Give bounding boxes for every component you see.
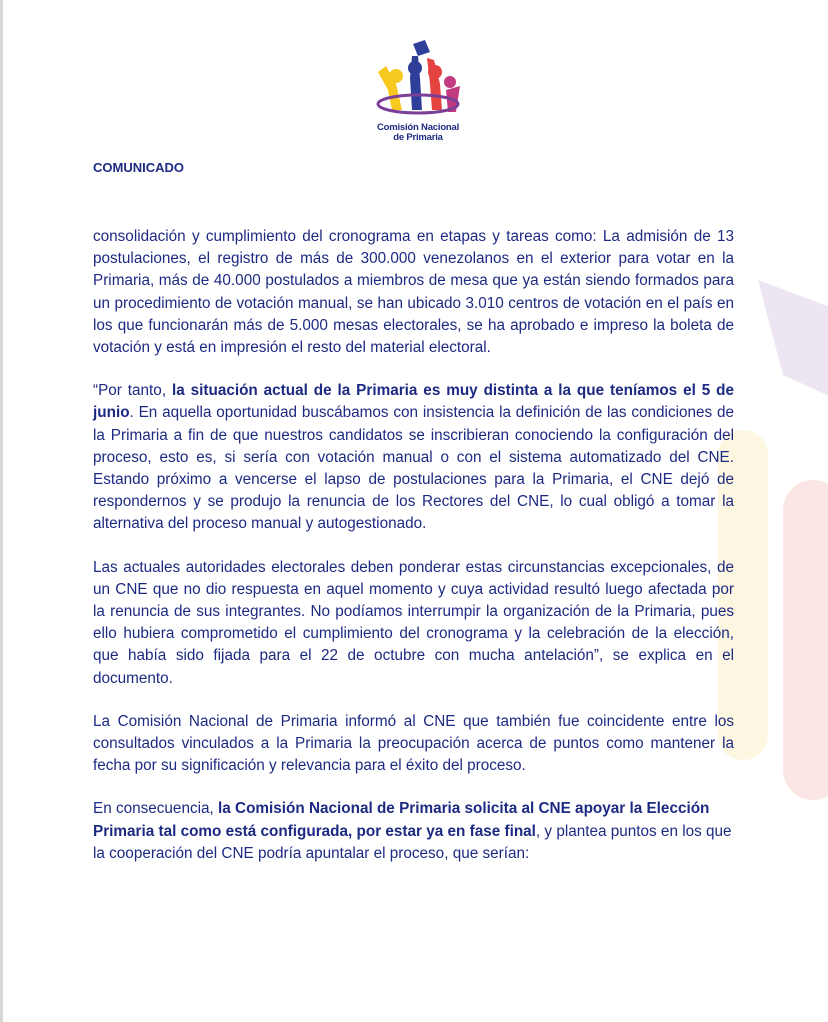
logo-text xyxy=(356,123,480,143)
paragraph-5-bold: la Comisión Nacional de Primaria solicita al CNE apoyar la Elección Primaria tal como está configurada, por estar ya en fase final xyxy=(93,800,710,840)
paragraph-5-text-start: En consecuencia, xyxy=(93,800,219,818)
paragraph-4-text: La Comisión Nacional de Primaria informó al CNE que también fue coincidente entre los consultados vinculados a la Primaria la preocupación acerca de puntos como mantener la fecha por su significación y relevancia para el éxito del proceso. xyxy=(93,712,734,775)
paragraph-3 xyxy=(93,557,734,690)
document-body xyxy=(93,226,734,886)
logo-line-2: de Primaria xyxy=(393,132,443,143)
paragraph-2-text-end: . En aquella oportunidad buscábamos con insistencia la definición de las condiciones de la Primaria a fin de que nuestros candidatos se inscribieran conociendo la configuración del proceso, esto es, si sería con votación manual o con el sistema automatizado del CNE. Estando próximo a vencerse el lapso de postulaciones para la Primaria, el CNE dejó de respondernos y se produjo la renuncia de los Rectores del CNE, lo cual obligó a tomar la alternativa del proceso manual y autogestionado. xyxy=(93,404,734,533)
document-heading: COMUNICADO xyxy=(93,160,184,175)
paragraph-5-text-end: , y plantea puntos en los que la cooperación del CNE podría apuntalar el proceso, que serían: xyxy=(93,822,732,862)
page-edge xyxy=(0,0,3,1022)
paragraph-3-text: Las actuales autoridades electorales deben ponderar estas circunstancias excepcionales, de un CNE que no dio respuesta en aquel momento y cuya actividad resultó luego afectada por la renuncia de sus integrantes. No podíamos interrumpir la organización de la Primaria, pues ello hubiera comprometido el cumplimiento del cronograma y la celebración de la elección, que había sido fijada para el 22 de octubre con mucha antelación”, se explica en el documento. xyxy=(93,558,734,687)
paragraph-2-bold: la situación actual de la Primaria es muy distinta a la que teníamos el 5 de junio xyxy=(93,382,734,422)
paragraph-2 xyxy=(93,380,734,535)
paragraph-1 xyxy=(93,226,734,359)
paragraph-5 xyxy=(93,798,734,865)
paragraph-4 xyxy=(93,711,734,778)
paragraph-1-text: consolidación y cumplimiento del cronograma en etapas y tareas como: La admisión de 13 postulaciones, el registro de más de 300.000 venezolanos en el exterior para votar en la Primaria, más de 40.000 postulados a miembros de mesa que ya están siendo formados para un procedimiento de votación manual, se han ubicado 3.010 centros de votación en el país en los que funcionarán más de 5.000 mesas electorales, se ha aprobado e impreso la boleta de votación y está en impresión el resto del material electoral. xyxy=(93,228,734,357)
paragraph-2-text-start: “Por tanto, xyxy=(93,382,172,400)
logo-line-1: Comisión Nacional xyxy=(376,122,460,133)
